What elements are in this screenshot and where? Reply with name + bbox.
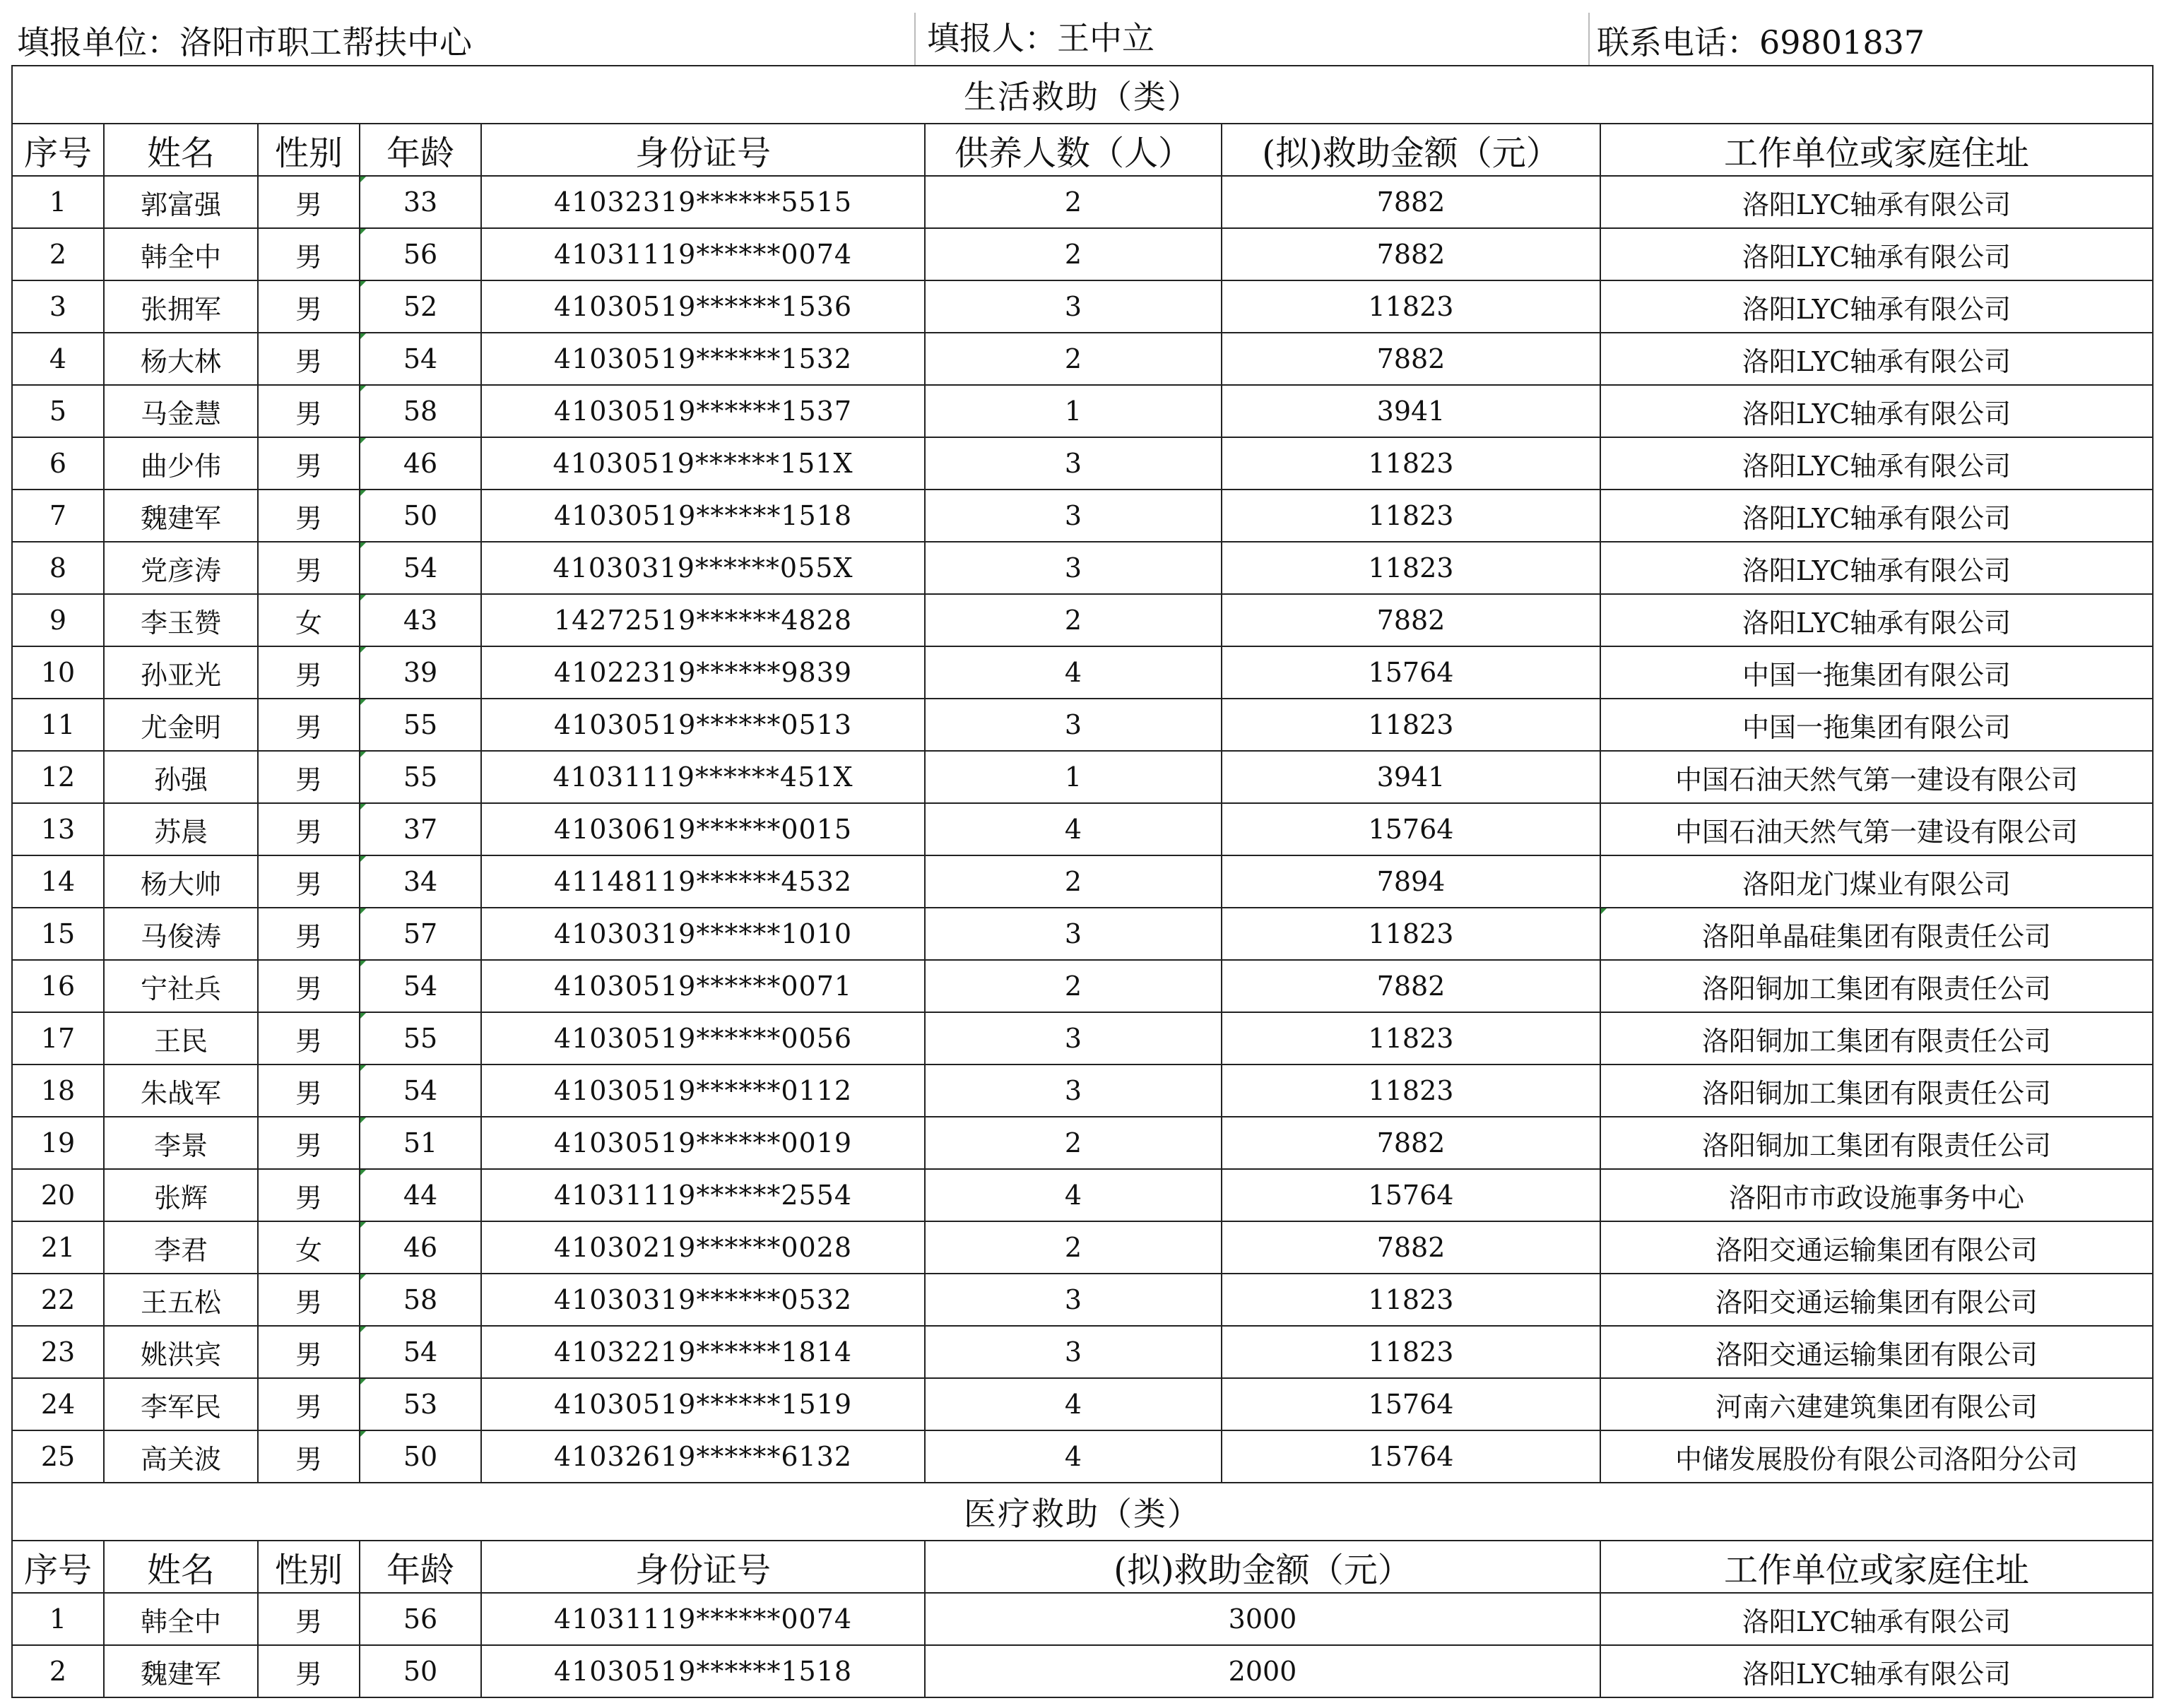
id-number-cell: 41031119******2554 [481, 1169, 925, 1221]
age-cell: 55 [360, 699, 481, 751]
table-row [12, 333, 2153, 385]
dependents-cell: 2 [925, 1221, 1222, 1274]
table-row [12, 908, 2153, 960]
id-number-cell: 41030519******0513 [481, 699, 925, 751]
name-cell: 韩全中 [104, 228, 258, 280]
age-cell: 50 [360, 1645, 481, 1697]
table-row [12, 960, 2153, 1012]
column-header: 序号 [12, 124, 104, 176]
name-cell: 曲少伟 [104, 437, 258, 490]
employer-cell: 中国一拖集团有限公司 [1600, 699, 2153, 751]
employer-cell: 中储发展股份有限公司洛阳分公司 [1600, 1430, 2153, 1483]
dependents-cell: 4 [925, 1378, 1222, 1430]
reporting-unit: 填报单位：洛阳市职工帮扶中心 [17, 23, 472, 61]
header-divider [1588, 13, 1590, 65]
amount-cell: 15764 [1222, 803, 1600, 855]
dependents-cell: 2 [925, 1117, 1222, 1169]
gender-cell: 女 [258, 1221, 360, 1274]
amount-cell: 3941 [1222, 385, 1600, 437]
age-cell: 39 [360, 646, 481, 699]
dependents-cell: 4 [925, 803, 1222, 855]
column-header: 身份证号 [481, 1541, 925, 1593]
gender-cell: 男 [258, 699, 360, 751]
gender-cell: 男 [258, 1378, 360, 1430]
id-number-cell: 14272519******4828 [481, 594, 925, 646]
table-row [12, 176, 2153, 228]
employer-cell: 洛阳交通运输集团有限公司 [1600, 1221, 2153, 1274]
name-cell: 李玉赞 [104, 594, 258, 646]
dependents-cell: 2 [925, 176, 1222, 228]
gender-cell: 男 [258, 751, 360, 803]
serial-cell: 16 [12, 960, 104, 1012]
id-number-cell: 41031119******0074 [481, 1593, 925, 1645]
employer-cell: 洛阳铜加工集团有限责任公司 [1600, 1012, 2153, 1064]
serial-cell: 5 [12, 385, 104, 437]
serial-cell: 14 [12, 855, 104, 908]
column-header: 年龄 [360, 1541, 481, 1593]
amount-cell: 11823 [1222, 280, 1600, 333]
age-cell: 54 [360, 1326, 481, 1378]
medical-column-headers [12, 1541, 2153, 1593]
id-number-cell: 41030519******1518 [481, 490, 925, 542]
serial-cell: 15 [12, 908, 104, 960]
amount-cell: 7882 [1222, 1221, 1600, 1274]
name-cell: 党彦涛 [104, 542, 258, 594]
amount-cell: 3941 [1222, 751, 1600, 803]
serial-cell: 20 [12, 1169, 104, 1221]
amount-cell: 11823 [1222, 490, 1600, 542]
dependents-cell: 4 [925, 646, 1222, 699]
table-row [12, 385, 2153, 437]
serial-cell: 9 [12, 594, 104, 646]
employer-cell: 洛阳铜加工集团有限责任公司 [1600, 1064, 2153, 1117]
gender-cell: 男 [258, 542, 360, 594]
gender-cell: 男 [258, 1169, 360, 1221]
amount-cell: 15764 [1222, 1169, 1600, 1221]
employer-cell: 洛阳市市政设施事务中心 [1600, 1169, 2153, 1221]
employer-cell: 洛阳单晶硅集团有限责任公司 [1600, 908, 2153, 960]
column-header: (拟)救助金额（元） [1222, 124, 1600, 176]
column-header: 年龄 [360, 124, 481, 176]
table-row [12, 542, 2153, 594]
dependents-cell: 3 [925, 1326, 1222, 1378]
amount-cell: 11823 [1222, 1326, 1600, 1378]
serial-cell: 1 [12, 176, 104, 228]
id-number-cell: 41030619******0015 [481, 803, 925, 855]
serial-cell: 8 [12, 542, 104, 594]
amount-cell: 15764 [1222, 1378, 1600, 1430]
gender-cell: 男 [258, 437, 360, 490]
name-cell: 杨大林 [104, 333, 258, 385]
name-cell: 郭富强 [104, 176, 258, 228]
serial-cell: 23 [12, 1326, 104, 1378]
employer-cell: 洛阳LYC轴承有限公司 [1600, 176, 2153, 228]
id-number-cell: 41031119******451X [481, 751, 925, 803]
table-row [12, 751, 2153, 803]
amount-cell: 11823 [1222, 1064, 1600, 1117]
table-row [12, 699, 2153, 751]
table-row [12, 280, 2153, 333]
serial-cell: 25 [12, 1430, 104, 1483]
name-cell: 李君 [104, 1221, 258, 1274]
employer-cell: 洛阳LYC轴承有限公司 [1600, 333, 2153, 385]
gender-cell: 男 [258, 855, 360, 908]
amount-cell: 15764 [1222, 646, 1600, 699]
gender-cell: 男 [258, 490, 360, 542]
id-number-cell: 41030319******1010 [481, 908, 925, 960]
id-number-cell: 41032619******6132 [481, 1430, 925, 1483]
gender-cell: 男 [258, 908, 360, 960]
gender-cell: 男 [258, 280, 360, 333]
table-row [12, 646, 2153, 699]
name-cell: 李军民 [104, 1378, 258, 1430]
column-header: 性别 [258, 124, 360, 176]
table-row [12, 1169, 2153, 1221]
column-header: (拟)救助金额（元） [925, 1541, 1600, 1593]
gender-cell: 男 [258, 646, 360, 699]
table-row [12, 1326, 2153, 1378]
employer-cell: 洛阳LYC轴承有限公司 [1600, 490, 2153, 542]
age-cell: 51 [360, 1117, 481, 1169]
gender-cell: 男 [258, 333, 360, 385]
gender-cell: 男 [258, 1064, 360, 1117]
table-row [12, 1012, 2153, 1064]
age-cell: 46 [360, 437, 481, 490]
dependents-cell: 3 [925, 1274, 1222, 1326]
amount-cell: 11823 [1222, 699, 1600, 751]
column-header: 工作单位或家庭住址 [1600, 1541, 2153, 1593]
dependents-cell: 3 [925, 280, 1222, 333]
table-row [12, 490, 2153, 542]
table-row [12, 1645, 2153, 1697]
serial-cell: 2 [12, 1645, 104, 1697]
name-cell: 魏建军 [104, 1645, 258, 1697]
serial-cell: 1 [12, 1593, 104, 1645]
table-row [12, 594, 2153, 646]
amount-cell: 2000 [925, 1645, 1600, 1697]
dependents-cell: 3 [925, 437, 1222, 490]
name-cell: 王五松 [104, 1274, 258, 1326]
gender-cell: 男 [258, 1117, 360, 1169]
age-cell: 54 [360, 333, 481, 385]
id-number-cell: 41031119******0074 [481, 228, 925, 280]
gender-cell: 女 [258, 594, 360, 646]
dependents-cell: 3 [925, 908, 1222, 960]
dependents-cell: 3 [925, 490, 1222, 542]
dependents-cell: 2 [925, 855, 1222, 908]
gender-cell: 男 [258, 1274, 360, 1326]
age-cell: 52 [360, 280, 481, 333]
dependents-cell: 4 [925, 1430, 1222, 1483]
age-cell: 50 [360, 1430, 481, 1483]
name-cell: 王民 [104, 1012, 258, 1064]
age-cell: 33 [360, 176, 481, 228]
contact-phone: 联系电话：69801837 [1597, 23, 1925, 61]
id-number-cell: 41030519******1532 [481, 333, 925, 385]
employer-cell: 洛阳LYC轴承有限公司 [1600, 280, 2153, 333]
name-cell: 张辉 [104, 1169, 258, 1221]
name-cell: 朱战军 [104, 1064, 258, 1117]
gender-cell: 男 [258, 385, 360, 437]
age-cell: 54 [360, 960, 481, 1012]
id-number-cell: 41030519******0112 [481, 1064, 925, 1117]
gender-cell: 男 [258, 176, 360, 228]
name-cell: 姚洪宾 [104, 1326, 258, 1378]
employer-cell: 洛阳交通运输集团有限公司 [1600, 1274, 2153, 1326]
employer-cell: 中国石油天然气第一建设有限公司 [1600, 751, 2153, 803]
id-number-cell: 41032319******5515 [481, 176, 925, 228]
id-number-cell: 41032219******1814 [481, 1326, 925, 1378]
serial-cell: 3 [12, 280, 104, 333]
amount-cell: 11823 [1222, 908, 1600, 960]
age-cell: 50 [360, 490, 481, 542]
gender-cell: 男 [258, 1326, 360, 1378]
amount-cell: 7882 [1222, 228, 1600, 280]
amount-cell: 7894 [1222, 855, 1600, 908]
age-cell: 43 [360, 594, 481, 646]
column-header: 性别 [258, 1541, 360, 1593]
age-cell: 54 [360, 1064, 481, 1117]
age-cell: 34 [360, 855, 481, 908]
dependents-cell: 2 [925, 228, 1222, 280]
id-number-cell: 41030519******0019 [481, 1117, 925, 1169]
column-header: 姓名 [104, 124, 258, 176]
serial-cell: 7 [12, 490, 104, 542]
table-row [12, 1430, 2153, 1483]
employer-cell: 洛阳LYC轴承有限公司 [1600, 437, 2153, 490]
id-number-cell: 41030519******0071 [481, 960, 925, 1012]
dependents-cell: 2 [925, 594, 1222, 646]
dependents-cell: 1 [925, 385, 1222, 437]
name-cell: 韩全中 [104, 1593, 258, 1645]
table-row [12, 1064, 2153, 1117]
table-row [12, 437, 2153, 490]
id-number-cell: 41030519******151X [481, 437, 925, 490]
table-row [12, 855, 2153, 908]
serial-cell: 6 [12, 437, 104, 490]
table-row [12, 228, 2153, 280]
amount-cell: 7882 [1222, 333, 1600, 385]
serial-cell: 17 [12, 1012, 104, 1064]
id-number-cell: 41148119******4532 [481, 855, 925, 908]
id-number-cell: 41022319******9839 [481, 646, 925, 699]
column-header: 序号 [12, 1541, 104, 1593]
serial-cell: 12 [12, 751, 104, 803]
dependents-cell: 1 [925, 751, 1222, 803]
amount-cell: 3000 [925, 1593, 1600, 1645]
amount-cell: 7882 [1222, 594, 1600, 646]
employer-cell: 洛阳LYC轴承有限公司 [1600, 594, 2153, 646]
id-number-cell: 41030219******0028 [481, 1221, 925, 1274]
amount-cell: 11823 [1222, 437, 1600, 490]
dependents-cell: 3 [925, 542, 1222, 594]
amount-cell: 7882 [1222, 176, 1600, 228]
age-cell: 55 [360, 751, 481, 803]
employer-cell: 洛阳交通运输集团有限公司 [1600, 1326, 2153, 1378]
gender-cell: 男 [258, 1593, 360, 1645]
column-header: 姓名 [104, 1541, 258, 1593]
name-cell: 高关波 [104, 1430, 258, 1483]
gender-cell: 男 [258, 960, 360, 1012]
employer-cell: 洛阳铜加工集团有限责任公司 [1600, 1117, 2153, 1169]
amount-cell: 11823 [1222, 1012, 1600, 1064]
gender-cell: 男 [258, 228, 360, 280]
name-cell: 张拥军 [104, 280, 258, 333]
id-number-cell: 41030519******0056 [481, 1012, 925, 1064]
table-row [12, 1221, 2153, 1274]
age-cell: 53 [360, 1378, 481, 1430]
age-cell: 55 [360, 1012, 481, 1064]
relief-table [11, 65, 2154, 1698]
serial-cell: 19 [12, 1117, 104, 1169]
id-number-cell: 41030519******1536 [481, 280, 925, 333]
serial-cell: 21 [12, 1221, 104, 1274]
serial-cell: 2 [12, 228, 104, 280]
dependents-cell: 2 [925, 960, 1222, 1012]
living-section-title: 生活救助（类） [12, 66, 2153, 124]
age-cell: 54 [360, 542, 481, 594]
serial-cell: 4 [12, 333, 104, 385]
employer-cell: 河南六建建筑集团有限公司 [1600, 1378, 2153, 1430]
medical-section [12, 1483, 2153, 1697]
serial-cell: 10 [12, 646, 104, 699]
employer-cell: 洛阳LYC轴承有限公司 [1600, 1645, 2153, 1697]
amount-cell: 11823 [1222, 1274, 1600, 1326]
name-cell: 马俊涛 [104, 908, 258, 960]
amount-cell: 15764 [1222, 1430, 1600, 1483]
age-cell: 57 [360, 908, 481, 960]
table-row [12, 1593, 2153, 1645]
employer-cell: 洛阳LYC轴承有限公司 [1600, 228, 2153, 280]
age-cell: 56 [360, 1593, 481, 1645]
gender-cell: 男 [258, 1645, 360, 1697]
id-number-cell: 41030519******1519 [481, 1378, 925, 1430]
dependents-cell: 3 [925, 1064, 1222, 1117]
serial-cell: 18 [12, 1064, 104, 1117]
id-number-cell: 41030519******1518 [481, 1645, 925, 1697]
amount-cell: 7882 [1222, 1117, 1600, 1169]
name-cell: 孙强 [104, 751, 258, 803]
serial-cell: 13 [12, 803, 104, 855]
name-cell: 马金慧 [104, 385, 258, 437]
header-divider [914, 13, 916, 65]
dependents-cell: 3 [925, 699, 1222, 751]
age-cell: 58 [360, 385, 481, 437]
name-cell: 尤金明 [104, 699, 258, 751]
age-cell: 46 [360, 1221, 481, 1274]
serial-cell: 11 [12, 699, 104, 751]
employer-cell: 洛阳龙门煤业有限公司 [1600, 855, 2153, 908]
dependents-cell: 4 [925, 1169, 1222, 1221]
employer-cell: 洛阳LYC轴承有限公司 [1600, 1593, 2153, 1645]
living-column-headers [12, 124, 2153, 176]
column-header: 身份证号 [481, 124, 925, 176]
name-cell: 杨大帅 [104, 855, 258, 908]
gender-cell: 男 [258, 1012, 360, 1064]
employer-cell: 中国一拖集团有限公司 [1600, 646, 2153, 699]
amount-cell: 7882 [1222, 960, 1600, 1012]
name-cell: 孙亚光 [104, 646, 258, 699]
table-row [12, 1378, 2153, 1430]
column-header: 供养人数（人） [925, 124, 1222, 176]
age-cell: 58 [360, 1274, 481, 1326]
table-row [12, 803, 2153, 855]
age-cell: 44 [360, 1169, 481, 1221]
name-cell: 苏晨 [104, 803, 258, 855]
dependents-cell: 2 [925, 333, 1222, 385]
name-cell: 宁社兵 [104, 960, 258, 1012]
serial-cell: 22 [12, 1274, 104, 1326]
id-number-cell: 41030319******055X [481, 542, 925, 594]
table-row [12, 1274, 2153, 1326]
employer-cell: 中国石油天然气第一建设有限公司 [1600, 803, 2153, 855]
medical-section-title: 医疗救助（类） [12, 1483, 2153, 1541]
report-header [11, 0, 2151, 65]
employer-cell: 洛阳LYC轴承有限公司 [1600, 542, 2153, 594]
name-cell: 魏建军 [104, 490, 258, 542]
age-cell: 37 [360, 803, 481, 855]
reporter: 填报人：王中立 [927, 19, 1154, 57]
id-number-cell: 41030319******0532 [481, 1274, 925, 1326]
amount-cell: 11823 [1222, 542, 1600, 594]
employer-cell: 洛阳LYC轴承有限公司 [1600, 385, 2153, 437]
gender-cell: 男 [258, 803, 360, 855]
serial-cell: 24 [12, 1378, 104, 1430]
table-row [12, 1117, 2153, 1169]
dependents-cell: 3 [925, 1012, 1222, 1064]
living-section [12, 66, 2153, 1483]
age-cell: 56 [360, 228, 481, 280]
gender-cell: 男 [258, 1430, 360, 1483]
id-number-cell: 41030519******1537 [481, 385, 925, 437]
column-header: 工作单位或家庭住址 [1600, 124, 2153, 176]
name-cell: 李景 [104, 1117, 258, 1169]
employer-cell: 洛阳铜加工集团有限责任公司 [1600, 960, 2153, 1012]
